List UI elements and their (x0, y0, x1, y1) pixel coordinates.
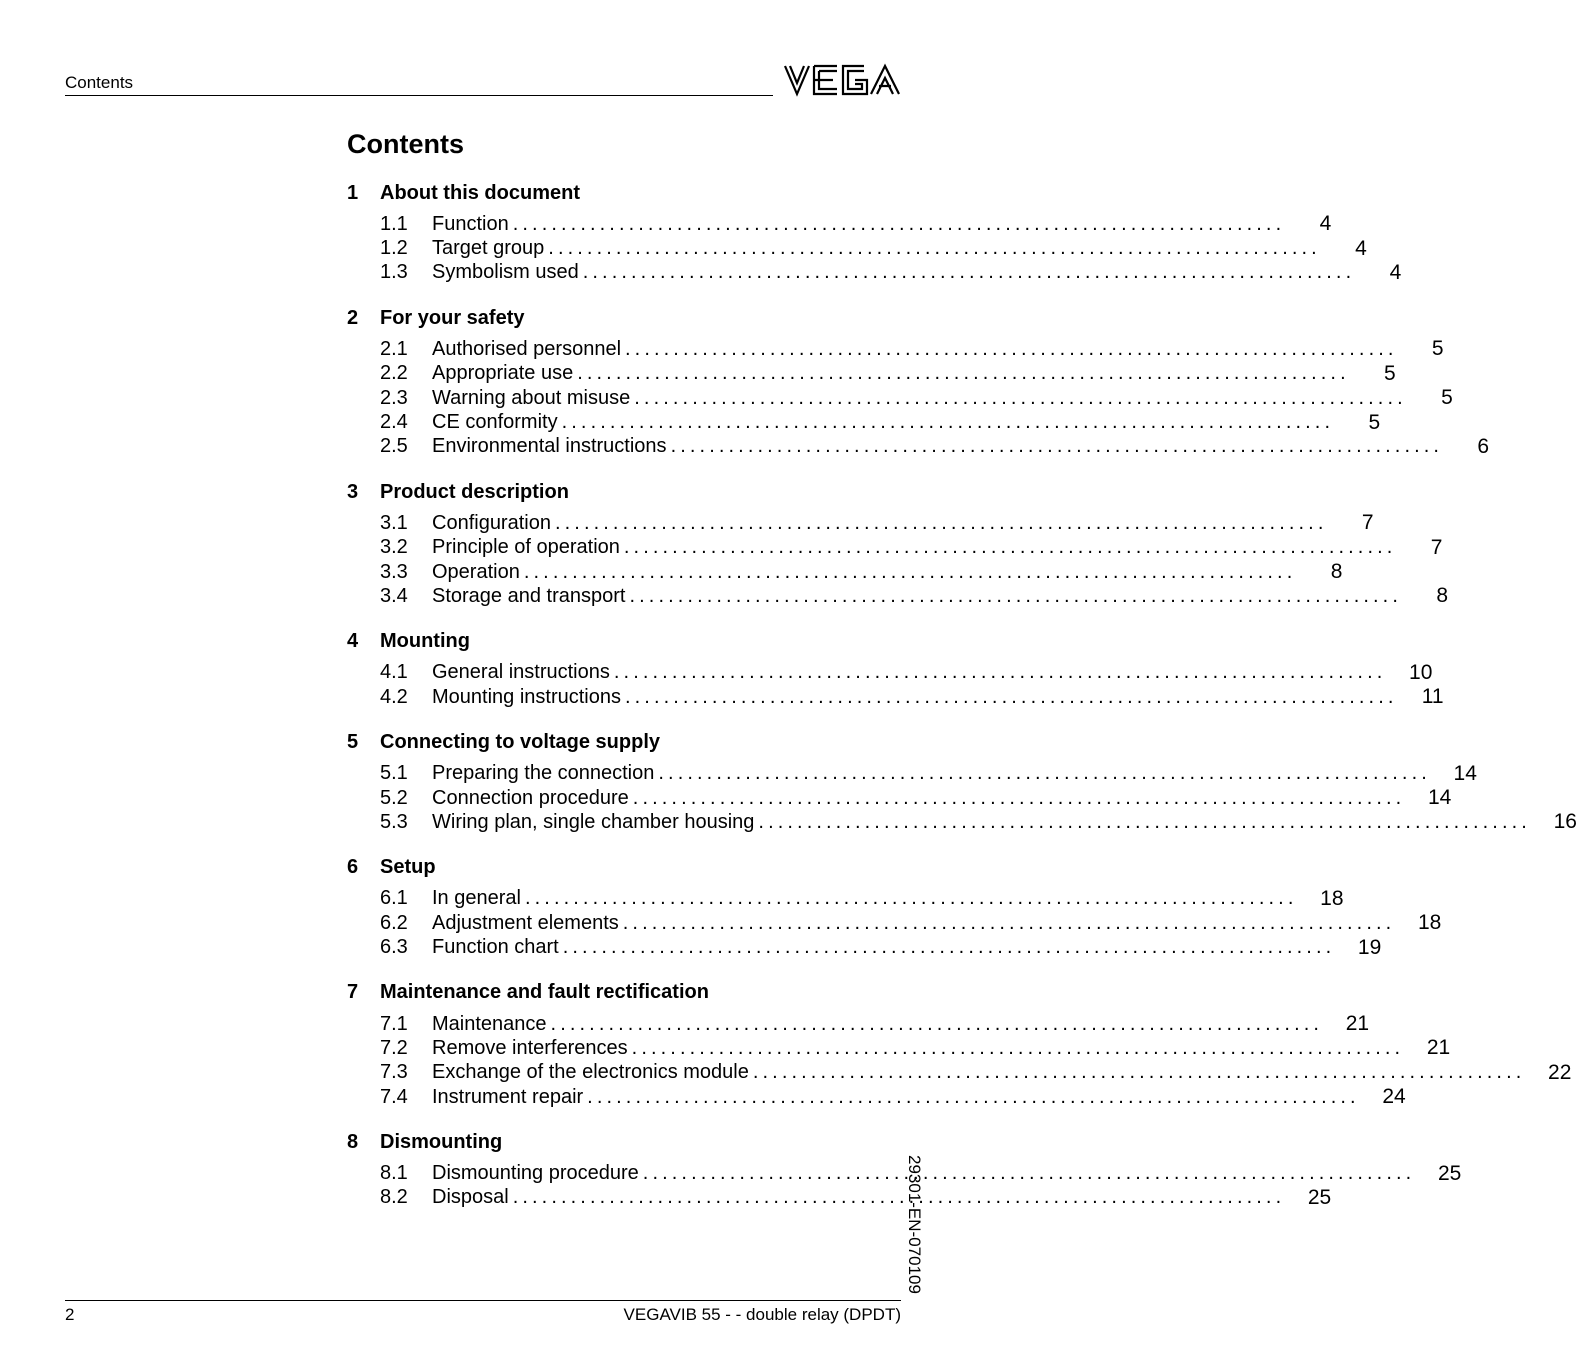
document-code (902, 1155, 932, 1305)
entry-number: 3.1 (380, 511, 408, 534)
leader-dots: ................................................................................ (524, 887, 1298, 910)
entry-title: Dismounting procedure (432, 1162, 639, 1185)
section-number: 3 (347, 480, 359, 503)
entry-title: Storage and transport (432, 584, 626, 607)
toc-entry[interactable] (347, 1060, 1572, 1085)
toc-section (347, 855, 1442, 960)
toc-section (347, 729, 1577, 834)
entry-number: 2.1 (380, 337, 408, 360)
entry-number: 1.2 (380, 237, 408, 260)
entry-number: 3.2 (380, 536, 408, 559)
toc-entry[interactable] (347, 337, 1444, 361)
entry-page-number: 22 (1548, 1060, 1572, 1084)
entry-title: Maintenance (432, 1012, 547, 1035)
entry-number: 2.5 (380, 435, 408, 458)
entry-number: 6.2 (380, 911, 408, 934)
entry-number: 7.4 (380, 1085, 408, 1108)
entry-page-number: 4 (1319, 212, 1332, 236)
leader-dots: ................................................................................ (632, 786, 1406, 809)
section-title: Product description (380, 480, 569, 503)
entry-page-number: 11 (1421, 685, 1444, 709)
entry-page-number: 7 (1361, 511, 1374, 535)
entry-title: Appropriate use (432, 362, 574, 385)
entry-number: 3.4 (380, 584, 408, 607)
toc-section-heading[interactable] (347, 629, 901, 655)
toc-entry[interactable] (347, 911, 1442, 935)
toc-section-heading[interactable] (347, 479, 901, 505)
entry-title: Function (432, 212, 509, 235)
section-title: Setup (380, 856, 436, 879)
entry-page-number: 18 (1320, 886, 1344, 910)
entry-page-number: 6 (1477, 434, 1490, 458)
entry-page-number: 18 (1417, 911, 1442, 935)
toc-section (347, 180, 1402, 285)
leader-dots: ................................................................................ (548, 237, 1321, 260)
toc-entry[interactable] (347, 511, 1374, 535)
toc-entry[interactable] (347, 560, 1343, 584)
toc-entry[interactable] (347, 584, 1448, 608)
toc-section (347, 1129, 1462, 1210)
entry-title: Authorised personnel (432, 337, 622, 360)
entry-number: 7.1 (380, 1012, 408, 1035)
entry-number: 5.2 (380, 786, 408, 809)
toc-entry[interactable] (347, 535, 1443, 560)
entry-page-number: 21 (1345, 1012, 1370, 1035)
section-title: Maintenance and fault rectification (380, 981, 709, 1004)
leader-dots: ................................................................................ (623, 536, 1397, 559)
toc-section-heading[interactable] (347, 980, 901, 1006)
toc-entry[interactable] (347, 386, 1453, 410)
toc-entry[interactable] (347, 1036, 1451, 1060)
leader-dots: ................................................................................ (625, 337, 1398, 360)
toc-entry[interactable] (347, 810, 1577, 834)
entry-number: 7.2 (380, 1036, 408, 1059)
entry-number: 8.2 (380, 1186, 408, 1209)
leader-dots: ................................................................................ (582, 261, 1356, 284)
entry-title: Adjustment elements (432, 911, 619, 934)
leader-dots: ................................................................................ (613, 661, 1387, 684)
entry-page-number: 21 (1426, 1036, 1451, 1060)
toc-entry[interactable] (347, 410, 1381, 434)
entry-number: 7.3 (380, 1061, 408, 1084)
entry-number: 4.1 (380, 661, 408, 684)
toc-entry[interactable] (347, 361, 1396, 386)
entry-page-number: 10 (1409, 660, 1433, 684)
entry-page-number: 14 (1453, 761, 1477, 785)
entry-title: Configuration (432, 511, 551, 534)
entry-title: Remove interferences (432, 1036, 628, 1059)
section-number: 8 (347, 1130, 359, 1153)
section-title: Dismounting (380, 1130, 503, 1153)
section-title: Connecting to voltage supply (380, 730, 661, 753)
entry-title: Symbolism used (432, 261, 579, 284)
toc-section-heading[interactable] (347, 180, 901, 206)
section-title: About this document (380, 181, 580, 204)
section-number: 4 (347, 630, 359, 653)
leader-dots: ................................................................................ (670, 435, 1444, 458)
toc-entry[interactable] (347, 935, 1382, 959)
entry-title: Disposal (432, 1186, 509, 1209)
leader-dots: ................................................................................ (561, 411, 1335, 434)
toc-entry[interactable] (347, 685, 1444, 709)
leader-dots: ................................................................................ (562, 936, 1336, 959)
leader-dots: ................................................................................ (587, 1085, 1360, 1108)
page-title: Contents (347, 129, 464, 159)
entry-title: Preparing the connection (432, 762, 655, 785)
entry-number: 3.3 (380, 560, 408, 583)
entry-page-number: 25 (1437, 1161, 1462, 1185)
section-number: 2 (347, 306, 359, 329)
running-header: Contents (65, 73, 134, 92)
toc-entry[interactable] (347, 761, 1477, 785)
leader-dots: ................................................................................ (622, 911, 1396, 934)
toc-section (347, 629, 1444, 710)
entry-title: Instrument repair (432, 1085, 584, 1108)
entry-page-number: 16 (1553, 810, 1577, 834)
page-number: 2 (65, 1305, 75, 1324)
leader-dots: ................................................................................ (550, 1012, 1324, 1035)
toc-section-heading[interactable] (347, 729, 901, 755)
entry-page-number: 24 (1382, 1085, 1406, 1109)
toc-entry[interactable] (347, 1185, 1332, 1210)
entry-page-number: 5 (1431, 337, 1444, 361)
entry-title: Connection procedure (432, 786, 629, 809)
leader-dots: ................................................................................ (512, 212, 1286, 235)
entry-title: Function chart (432, 936, 559, 959)
entry-title: Target group (432, 237, 545, 260)
toc-entry[interactable] (347, 260, 1402, 285)
leader-dots: ................................................................................ (752, 1061, 1526, 1084)
section-title: Mounting (380, 630, 470, 653)
entry-page-number: 7 (1430, 535, 1443, 559)
entry-number: 8.1 (380, 1162, 408, 1185)
entry-title: Exchange of the electronics module (432, 1061, 749, 1084)
toc-entry[interactable] (347, 1161, 1462, 1185)
toc-entry[interactable] (347, 786, 1452, 810)
entry-number: 2.4 (380, 411, 408, 434)
toc-section (347, 305, 1490, 459)
entry-page-number: 5 (1441, 386, 1453, 410)
section-number: 1 (347, 181, 359, 204)
leader-dots: ................................................................................ (758, 810, 1531, 833)
leader-dots: ................................................................................ (512, 1186, 1286, 1209)
entry-page-number: 19 (1357, 935, 1382, 959)
footer-rule (65, 1300, 901, 1301)
vega-logo (783, 64, 901, 96)
toc-section (347, 479, 1448, 609)
leader-dots: ................................................................................ (629, 584, 1402, 607)
section-number: 7 (347, 981, 359, 1004)
entry-page-number: 8 (1436, 584, 1448, 608)
entry-page-number: 14 (1427, 786, 1452, 810)
section-number: 5 (347, 730, 359, 753)
leader-dots: ................................................................................ (634, 386, 1407, 409)
entry-title: Wiring plan, single chamber housing (432, 810, 755, 833)
entry-title: Warning about misuse (432, 386, 631, 409)
entry-title: General instructions (432, 661, 610, 684)
leader-dots: ................................................................................ (631, 1036, 1405, 1059)
toc-entry[interactable] (347, 660, 1433, 685)
header-rule (65, 95, 773, 96)
entry-page-number: 8 (1330, 560, 1343, 584)
entry-number: 5.1 (380, 762, 408, 785)
toc-section-heading[interactable] (347, 305, 901, 331)
entry-title: CE conformity (432, 411, 558, 434)
footer-document-title: VEGAVIB 55 - - double relay (DPDT) (623, 1305, 901, 1324)
entry-number: 2.2 (380, 362, 408, 385)
toc-entry[interactable] (347, 434, 1490, 459)
entry-number: 6.1 (380, 887, 408, 910)
leader-dots: ................................................................................ (554, 511, 1328, 534)
leader-dots: ................................................................................ (642, 1162, 1416, 1185)
toc-section-heading[interactable] (347, 1129, 901, 1155)
leader-dots: ................................................................................ (523, 560, 1297, 583)
entry-number: 6.3 (380, 936, 408, 959)
entry-number: 1.3 (380, 261, 408, 284)
leader-dots: ................................................................................ (658, 762, 1431, 785)
toc-section (347, 980, 1572, 1110)
toc-entry[interactable] (347, 1012, 1370, 1036)
document-code-text: 29301-EN-070109 (905, 1155, 924, 1294)
entry-title: Operation (432, 560, 520, 583)
toc-entry[interactable] (347, 1085, 1406, 1109)
entry-number: 1.1 (380, 212, 408, 235)
entry-number: 4.2 (380, 685, 408, 708)
entry-number: 5.3 (380, 810, 408, 833)
toc-entry[interactable] (347, 212, 1332, 236)
toc-entry[interactable] (347, 886, 1344, 911)
entry-page-number: 25 (1307, 1185, 1332, 1209)
entry-title: Environmental instructions (432, 435, 667, 458)
section-title: For your safety (380, 306, 525, 329)
entry-page-number: 5 (1384, 361, 1396, 385)
section-number: 6 (347, 856, 359, 879)
entry-title: In general (432, 887, 521, 910)
entry-title: Mounting instructions (432, 685, 621, 708)
leader-dots: ................................................................................ (577, 362, 1350, 385)
entry-page-number: 4 (1355, 236, 1367, 260)
entry-page-number: 5 (1368, 410, 1381, 434)
leader-dots: ................................................................................ (624, 685, 1398, 708)
toc-entry[interactable] (347, 236, 1367, 260)
entry-page-number: 4 (1389, 260, 1402, 284)
entry-number: 2.3 (380, 386, 408, 409)
toc-section-heading[interactable] (347, 855, 901, 881)
entry-title: Principle of operation (432, 536, 620, 559)
